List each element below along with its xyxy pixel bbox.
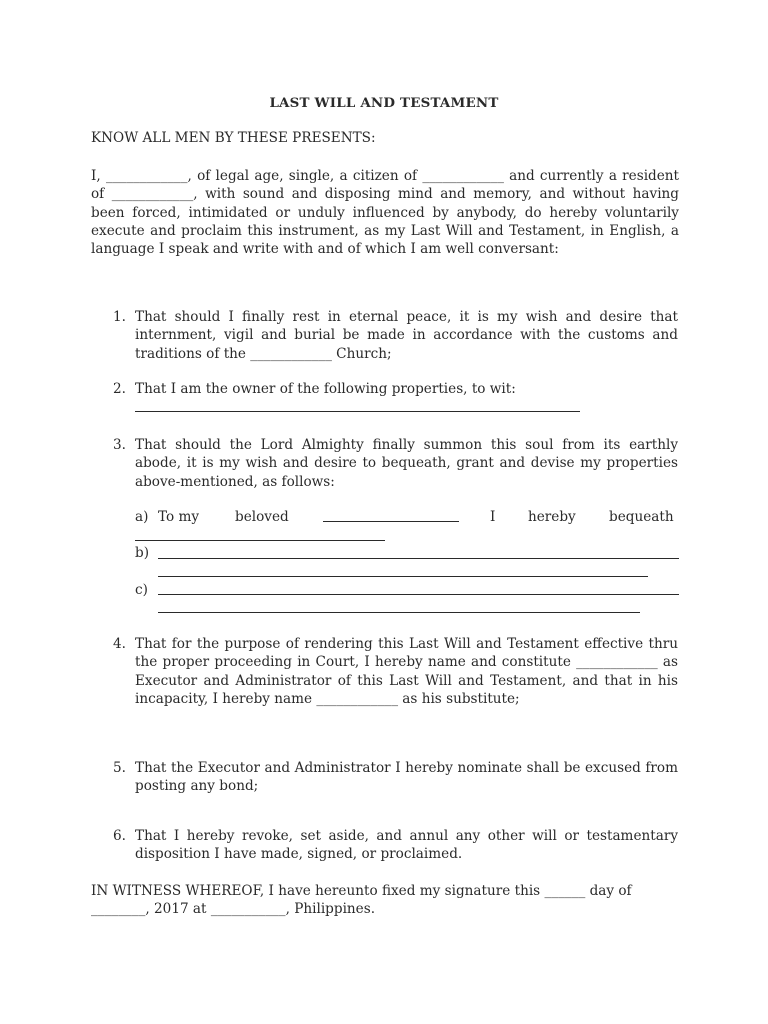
church-blank[interactable]: ____________ — [250, 345, 332, 362]
citizenship-blank[interactable]: ____________ — [422, 168, 504, 184]
month-blank[interactable]: ________ — [91, 901, 146, 918]
item-6-number: 6. — [113, 828, 126, 844]
item-5-number: 5. — [113, 760, 126, 776]
witness-text-c: , 2017 at — [145, 901, 211, 918]
intro-text-4: , with sound and disposing mind and memory, and without having been forced, intimidated or unduly influenced by anybody, do hereby voluntarily execute and proclaim this instrument, as my Last Will and Testament, in English, a language I speak and write with and of which I am well conversant: — [91, 186, 679, 258]
item-5-text: That the Executor and Administrator I hereby nominate shall be excused from posting any bond; — [135, 760, 678, 795]
item-1-text-b: Church; — [331, 345, 392, 362]
item-1-number: 1. — [113, 309, 126, 325]
intro-text-3: and currently a resident of — [91, 168, 680, 203]
item-3-text: That should the Lord Almighty finally summon this soul from its earthly abode, it is my wish and desire to bequeath, grant and devise my properties above-mentioned, as follows: — [135, 437, 678, 490]
witness-clause — [91, 882, 679, 919]
bequest-c-line-1[interactable] — [158, 594, 679, 595]
item-2-number: 2. — [113, 381, 126, 397]
witness-text-a: IN WITNESS WHEREOF, I have hereunto fixed my signature this — [91, 883, 545, 899]
sub-c-label: c) — [135, 582, 148, 598]
item-4-number: 4. — [113, 636, 126, 652]
item-4-body — [135, 635, 678, 708]
item-2-text: That I am the owner of the following properties, to wit: — [135, 381, 516, 397]
sub-a-word-1: To my — [158, 509, 200, 525]
sub-a-label: a) — [135, 509, 149, 525]
item-3-number: 3. — [113, 437, 126, 453]
item-4-text-a: That for the purpose of rendering this Last Will and Testament effective thru the proper proceeding in Court, I hereby name and constitute — [135, 636, 678, 671]
properties-line[interactable] — [135, 411, 580, 412]
residence-blank[interactable]: ____________ — [111, 186, 194, 203]
bequest-b-line-2[interactable] — [158, 576, 648, 577]
sub-a-word-2: beloved — [235, 509, 289, 525]
item-4-text-b: as Executor and Administrator of this Last Will and Testament, and that in his incapacity, I hereby name — [135, 654, 679, 707]
executor-blank[interactable]: ____________ — [576, 654, 658, 671]
intro-text-2: , of legal age, single, a citizen of — [187, 168, 423, 184]
sub-a-word-5: bequeath — [609, 509, 674, 525]
greeting: KNOW ALL MEN BY THESE PRESENTS: — [91, 130, 376, 146]
sub-a-word-3: I — [490, 509, 496, 525]
day-blank[interactable]: ______ — [544, 883, 586, 899]
bequest-a-line[interactable] — [135, 540, 385, 541]
bequest-c-line-2[interactable] — [158, 612, 640, 613]
document-title: LAST WILL AND TESTAMENT — [269, 95, 499, 111]
item-1-text-a: That should I finally rest in eternal peace, it is my wish and desire that internment, vigil and burial be made in accordance with the customs and traditions of the — [135, 309, 678, 362]
substitute-blank[interactable]: ____________ — [316, 690, 398, 707]
name-blank[interactable]: ____________ — [105, 168, 188, 184]
witness-text-d: , Philippines. — [285, 901, 376, 918]
item-1-body — [135, 308, 678, 363]
item-6-text: That I hereby revoke, set aside, and annul any other will or testamentary disposition I have made, signed, or proclaimed. — [135, 828, 678, 863]
bequest-b-line-1[interactable] — [158, 558, 679, 559]
sub-a-word-4: hereby — [528, 509, 576, 525]
beneficiary-blank[interactable] — [323, 521, 459, 522]
intro-paragraph — [91, 167, 679, 258]
place-blank[interactable]: ___________ — [210, 901, 286, 918]
sub-b-label: b) — [135, 545, 150, 561]
intro-text-1: I, — [91, 168, 106, 184]
witness-text-b: day of — [585, 883, 632, 899]
item-4-text-c: as his substitute; — [397, 690, 520, 707]
